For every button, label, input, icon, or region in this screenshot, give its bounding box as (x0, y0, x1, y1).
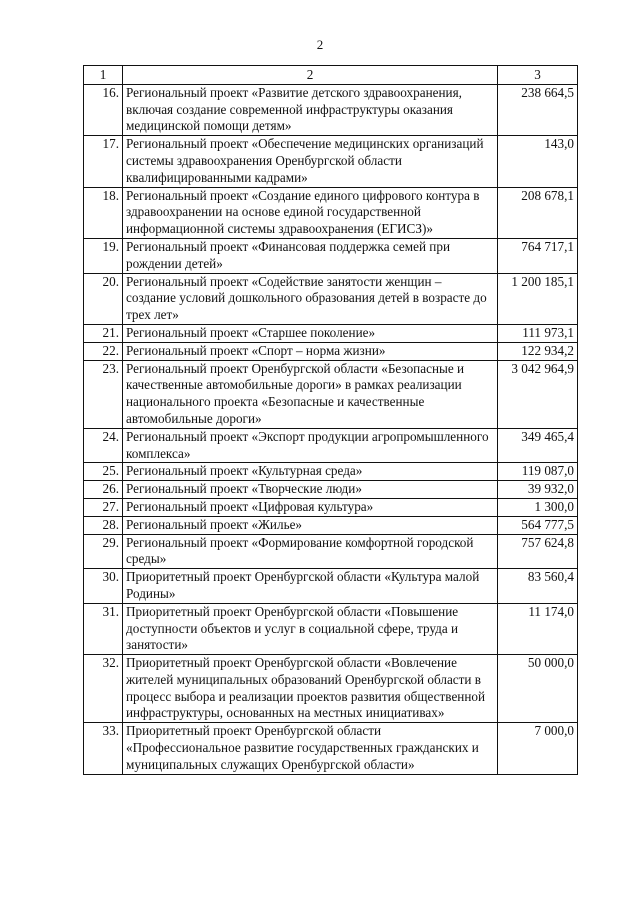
table-row (84, 324, 578, 342)
project-amount: 143,0 (498, 136, 578, 187)
project-amount: 50 000,0 (498, 655, 578, 723)
table-row (84, 569, 578, 604)
project-amount: 11 174,0 (498, 603, 578, 654)
row-number: 30. (84, 569, 123, 604)
project-amount: 83 560,4 (498, 569, 578, 604)
table-row (84, 342, 578, 360)
project-name: Приоритетный проект Оренбургской области «Культура малой Родины» (123, 569, 498, 604)
table-row (84, 360, 578, 428)
row-number: 21. (84, 324, 123, 342)
project-amount: 3 042 964,9 (498, 360, 578, 428)
row-number: 27. (84, 498, 123, 516)
row-number: 24. (84, 428, 123, 463)
table-row (84, 516, 578, 534)
row-number: 25. (84, 463, 123, 481)
project-amount: 119 087,0 (498, 463, 578, 481)
project-name: Региональный проект «Цифровая культура» (123, 498, 498, 516)
column-header-name: 2 (123, 66, 498, 85)
project-name: Приоритетный проект Оренбургской области «Профессиональное развитие государственных гражданских и муниципальных служащих Оренбургской области» (123, 723, 498, 774)
page-number: 2 (316, 37, 324, 52)
project-funding-table (83, 65, 578, 775)
project-name: Региональный проект «Жилье» (123, 516, 498, 534)
project-amount: 122 934,2 (498, 342, 578, 360)
row-number: 32. (84, 655, 123, 723)
project-name: Региональный проект «Творческие люди» (123, 481, 498, 499)
row-number: 16. (84, 84, 123, 135)
table-row (84, 723, 578, 774)
row-number: 20. (84, 273, 123, 324)
row-number: 18. (84, 187, 123, 238)
row-number: 31. (84, 603, 123, 654)
project-amount: 111 973,1 (498, 324, 578, 342)
project-amount: 757 624,8 (498, 534, 578, 569)
table-row (84, 187, 578, 238)
project-name: Региональный проект «Спорт – норма жизни» (123, 342, 498, 360)
project-amount: 238 664,5 (498, 84, 578, 135)
project-name: Региональный проект «Обеспечение медицинских организаций системы здравоохранения Оренбургской области квалифицированными кадрами» (123, 136, 498, 187)
table-row (84, 428, 578, 463)
table-row (84, 603, 578, 654)
project-amount: 564 777,5 (498, 516, 578, 534)
project-name: Региональный проект «Старшее поколение» (123, 324, 498, 342)
column-header-number: 1 (84, 66, 123, 85)
table-row (84, 463, 578, 481)
project-name: Региональный проект «Экспорт продукции агропромышленного комплекса» (123, 428, 498, 463)
project-amount: 1 200 185,1 (498, 273, 578, 324)
project-name: Региональный проект «Финансовая поддержка семей при рождении детей» (123, 238, 498, 273)
project-name: Приоритетный проект Оренбургской области «Вовлечение жителей муниципальных образований Оренбургской области в процесс выбора и реализации проектов развития общественной инфраструктуры, основанных на местных инициативах» (123, 655, 498, 723)
project-amount: 39 932,0 (498, 481, 578, 499)
row-number: 33. (84, 723, 123, 774)
table-row (84, 534, 578, 569)
row-number: 29. (84, 534, 123, 569)
table-row (84, 481, 578, 499)
table-row (84, 655, 578, 723)
table-row (84, 84, 578, 135)
row-number: 17. (84, 136, 123, 187)
project-name: Региональный проект «Создание единого цифрового контура в здравоохранении на основе единой государственной информационной системы здравоохранения (ЕГИСЗ)» (123, 187, 498, 238)
project-amount: 764 717,1 (498, 238, 578, 273)
project-amount: 349 465,4 (498, 428, 578, 463)
table-row (84, 273, 578, 324)
project-name: Региональный проект «Содействие занятости женщин – создание условий дошкольного образования детей в возрасте до трех лет» (123, 273, 498, 324)
project-name: Приоритетный проект Оренбургской области «Повышение доступности объектов и услуг в социальной сфере, труда и занятости» (123, 603, 498, 654)
row-number: 23. (84, 360, 123, 428)
column-header-amount: 3 (498, 66, 578, 85)
project-amount: 208 678,1 (498, 187, 578, 238)
project-name: Региональный проект «Культурная среда» (123, 463, 498, 481)
row-number: 19. (84, 238, 123, 273)
row-number: 28. (84, 516, 123, 534)
project-amount: 7 000,0 (498, 723, 578, 774)
project-name: Региональный проект «Развитие детского здравоохранения, включая создание современной инфраструктуры оказания медицинской помощи детям» (123, 84, 498, 135)
table-row (84, 238, 578, 273)
project-name: Региональный проект Оренбургской области «Безопасные и качественные автомобильные дороги» в рамках реализации национального проекта «Безопасные и качественные автомобильные дороги» (123, 360, 498, 428)
row-number: 26. (84, 481, 123, 499)
table-row (84, 498, 578, 516)
table-row (84, 136, 578, 187)
table-header-row (84, 66, 578, 85)
row-number: 22. (84, 342, 123, 360)
project-amount: 1 300,0 (498, 498, 578, 516)
project-name: Региональный проект «Формирование комфортной городской среды» (123, 534, 498, 569)
